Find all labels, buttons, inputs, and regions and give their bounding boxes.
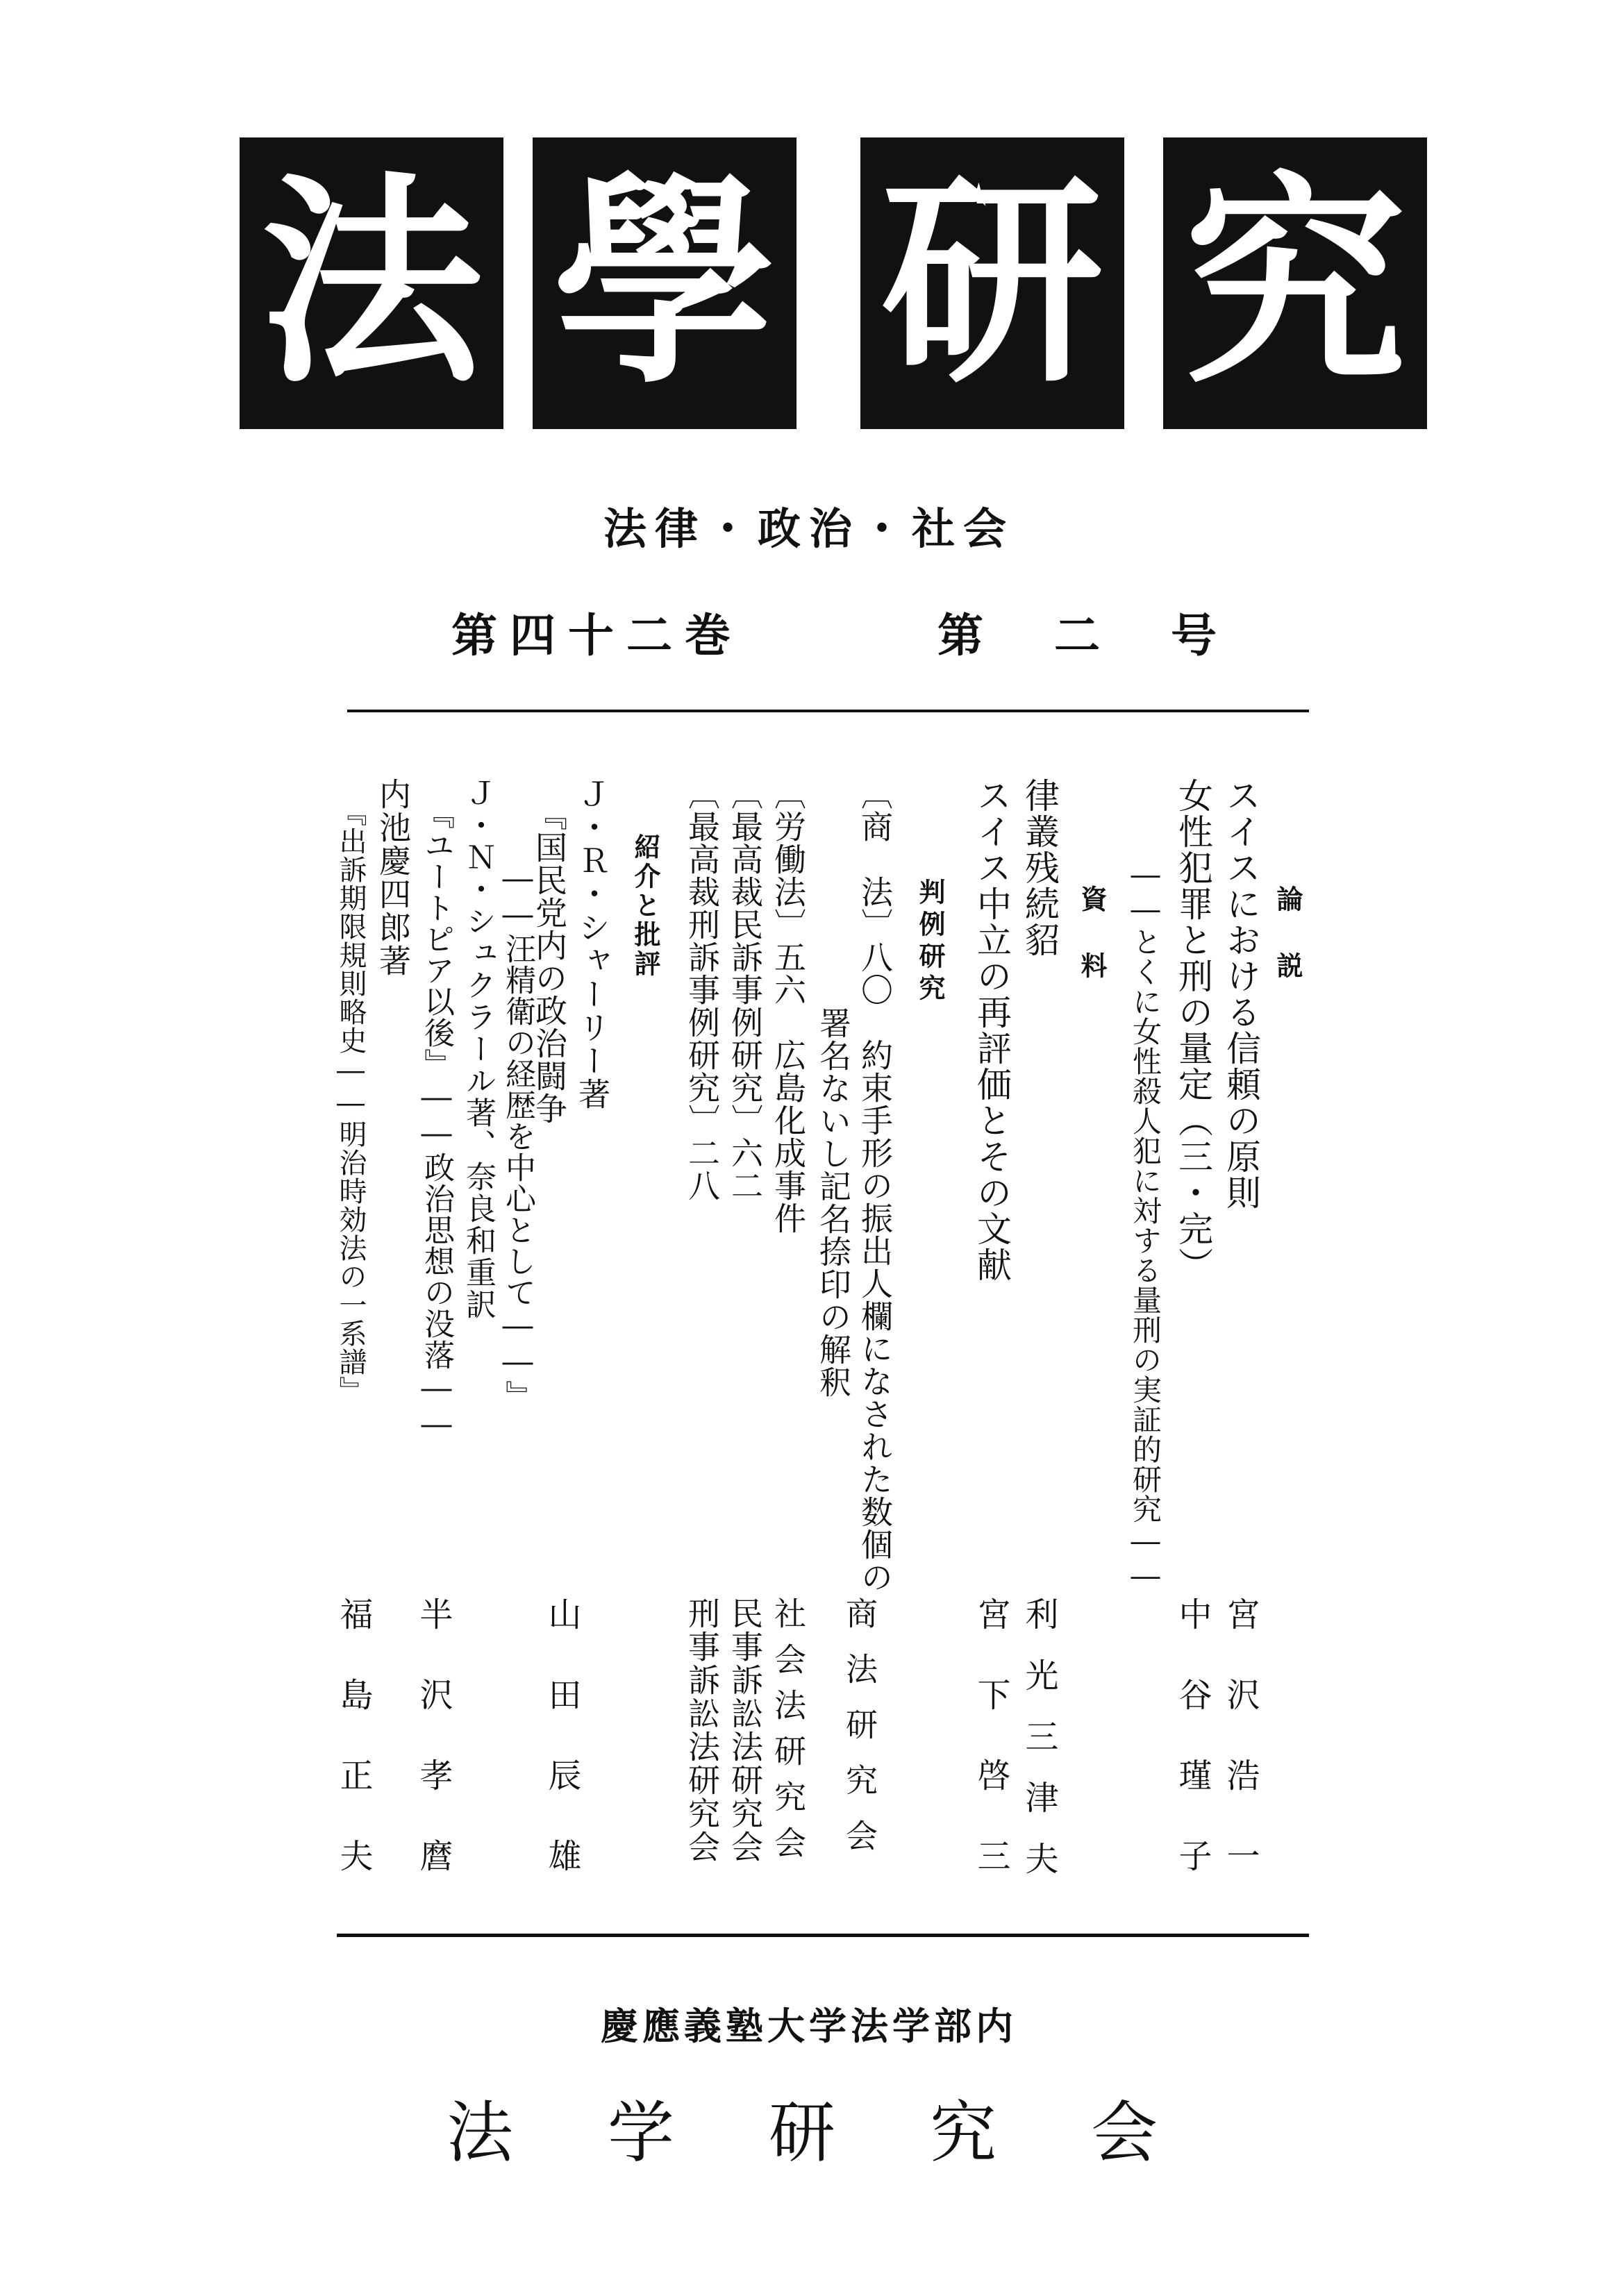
review-author: 半沢孝麿 [414,1597,453,1919]
review-author-line: Ｊ・Ｎ・シュクラール著、奈良和重訳 [460,778,496,1321]
section-heading-ronsetsu: 論 説 [1272,885,1303,985]
article-title: 〔労働法〕五六 広島化成事件 [769,778,807,1234]
article-title: 〔最高裁刑訴事例研究〕二八 [683,778,721,1202]
article-title: 〔最高裁民訴事例研究〕六二 [726,778,764,1202]
article-author: 中谷瑾子 [1173,1597,1212,1919]
volume-number: 第四十二巻 [451,609,743,662]
review-subtitle: ――汪精衛の経歴を中心として――』 [500,861,535,1411]
publisher-name: 法 学 研 究 会 [447,2094,1171,2172]
article-title: スイスにおける信頼の原則 [1221,778,1261,1211]
article-title: 律叢残続貂 [1019,778,1060,958]
article-title: スイス中立の再評価とその文献 [971,778,1012,1283]
article-author: 宮下啓三 [971,1597,1010,1919]
top-divider [347,710,1309,712]
article-subtitle: ――とくに女性殺人犯に対する量刑の実証的研究―― [1128,857,1162,1593]
article-author: 宮沢浩一 [1221,1597,1260,1919]
article-author: 社会法研究会 [769,1597,807,1872]
article-author: 利光三津夫 [1019,1597,1058,1902]
masthead-char-2: 學 [533,137,797,429]
journal-subtitle: 法律・政治・社会 [603,503,1015,554]
section-heading-shokai: 紹介と批評 [630,833,660,979]
review-author-line: 内池慶四郎著 [374,778,412,978]
review-title: 『出訴期限規則略史――明治時効法の一系譜』 [335,798,367,1405]
article-title: 〔商 法〕八〇 約束手形の振出人欄になされた数個の [856,778,894,1593]
review-author: 山田辰雄 [542,1597,581,1919]
review-title: 『国民党内の政治闘争 [531,798,568,1125]
article-author: 民事訴訟法研究会 [726,1597,764,1863]
publisher-affiliation: 慶應義塾大学法学部内 [601,2004,1017,2048]
masthead-char-1: 法 [240,137,503,429]
bottom-divider [337,1934,1309,1937]
review-author-line: Ｊ・Ｒ・シャーリー著 [574,778,611,1111]
review-author: 福島正夫 [334,1597,373,1919]
section-heading-hanrei: 判例研究 [915,878,945,1006]
masthead-char-4: 究 [1163,137,1427,429]
article-author: 刑事訴訟法研究会 [683,1597,721,1863]
section-heading-shiryo: 資 料 [1076,885,1107,985]
article-author: 商法研究会 [841,1597,878,1875]
article-subtitle: 署名ないし記名捺印の解釈 [815,1007,852,1398]
review-title: 『ユートピア以後』――政治思想の没落―― [419,798,454,1443]
masthead-char-3: 研 [860,137,1124,429]
article-title: 女性犯罪と刑の量定（三・完） [1173,778,1213,1283]
issue-number: 第 二 号 [937,609,1229,662]
